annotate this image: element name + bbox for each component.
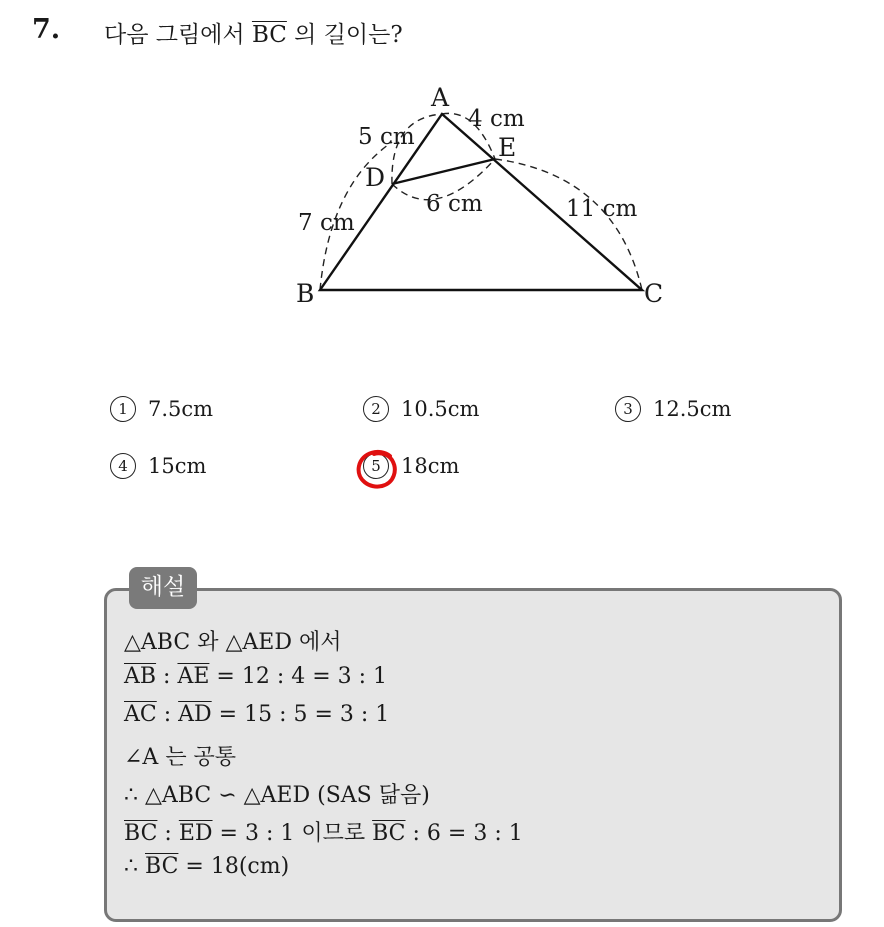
choice-3-number: 3 xyxy=(615,396,641,422)
solution-line-2 xyxy=(124,664,387,689)
choice-5-number: 5 xyxy=(363,453,389,479)
ratio-colon: : xyxy=(157,821,179,846)
solution-line-6 xyxy=(124,816,523,847)
segment-ed: $\overline{ED}$ xyxy=(178,821,213,846)
segment-bc: $\overline{BC}$ xyxy=(145,854,179,879)
label-de: 6 cm xyxy=(426,191,483,217)
result-text: = 18(cm) xyxy=(178,854,290,879)
ratio-rest: : 6 = 3 : 1 xyxy=(405,821,523,846)
ratio-colon: : xyxy=(156,664,178,689)
vertex-a-label: A xyxy=(431,83,450,112)
label-ad: 5 cm xyxy=(358,124,415,150)
choice-3[interactable] xyxy=(615,397,731,424)
label-db: 7 cm xyxy=(298,210,355,236)
segment-bc: $\overline{BC}$ xyxy=(372,821,406,846)
question-text-before: 다음 그림에서 xyxy=(104,22,252,48)
ratio-middle: = 3 : 1 이므로 xyxy=(212,821,373,846)
therefore-symbol: ∴ xyxy=(124,854,145,879)
choice-1[interactable] xyxy=(110,397,213,424)
vertex-c-label: C xyxy=(644,279,664,308)
segment-ad: $\overline{AD}$ xyxy=(178,702,212,727)
solution-line-1-text: △ABC 와 △AED 에서 xyxy=(124,630,342,655)
question-segment: $\overline{BC}$ xyxy=(251,22,287,48)
choice-4[interactable] xyxy=(110,454,206,481)
choice-1-number: 1 xyxy=(110,396,136,422)
solution-line-1 xyxy=(124,625,341,656)
choice-2-number: 2 xyxy=(363,396,389,422)
ratio-colon: : xyxy=(156,702,179,727)
solution-line-4-text: ∠A 는 공통 xyxy=(124,745,237,770)
vertex-d-label: D xyxy=(365,163,386,192)
question-number: 7. xyxy=(32,14,61,45)
segment-bc: $\overline{BC}$ xyxy=(124,821,158,846)
choice-4-number: 4 xyxy=(110,453,136,479)
choice-1-text: 7.5cm xyxy=(148,397,214,421)
vertex-b-label: B xyxy=(296,279,315,308)
answer-mark-circle xyxy=(354,446,400,492)
segment-ae: $\overline{AE}$ xyxy=(177,664,210,689)
ratio-rest: = 12 : 4 = 3 : 1 xyxy=(209,664,388,689)
vertex-e-label: E xyxy=(498,133,517,162)
segment-ab: $\overline{AB}$ xyxy=(124,664,157,689)
choice-3-text: 12.5cm xyxy=(653,397,732,421)
solution-line-5 xyxy=(124,778,430,809)
label-ae: 4 cm xyxy=(468,106,525,132)
triangle-figure xyxy=(280,80,690,320)
choice-5-text: 18cm xyxy=(401,454,460,478)
solution-tag: 해설 xyxy=(129,567,197,609)
solution-line-5-text: ∴ △ABC ∽ △AED (SAS 닮음) xyxy=(124,783,430,808)
ratio-rest: = 15 : 5 = 3 : 1 xyxy=(211,702,390,727)
choice-2[interactable] xyxy=(363,397,479,424)
choice-2-text: 10.5cm xyxy=(401,397,480,421)
solution-line-3 xyxy=(124,702,389,727)
question-text xyxy=(104,16,403,49)
solution-line-4 xyxy=(124,740,236,771)
choice-4-text: 15cm xyxy=(148,454,207,478)
label-ec: 11 cm xyxy=(566,196,638,222)
segment-ac: $\overline{AC}$ xyxy=(124,702,157,727)
question-text-after: 의 길이는? xyxy=(286,22,403,48)
solution-line-7 xyxy=(124,854,289,879)
